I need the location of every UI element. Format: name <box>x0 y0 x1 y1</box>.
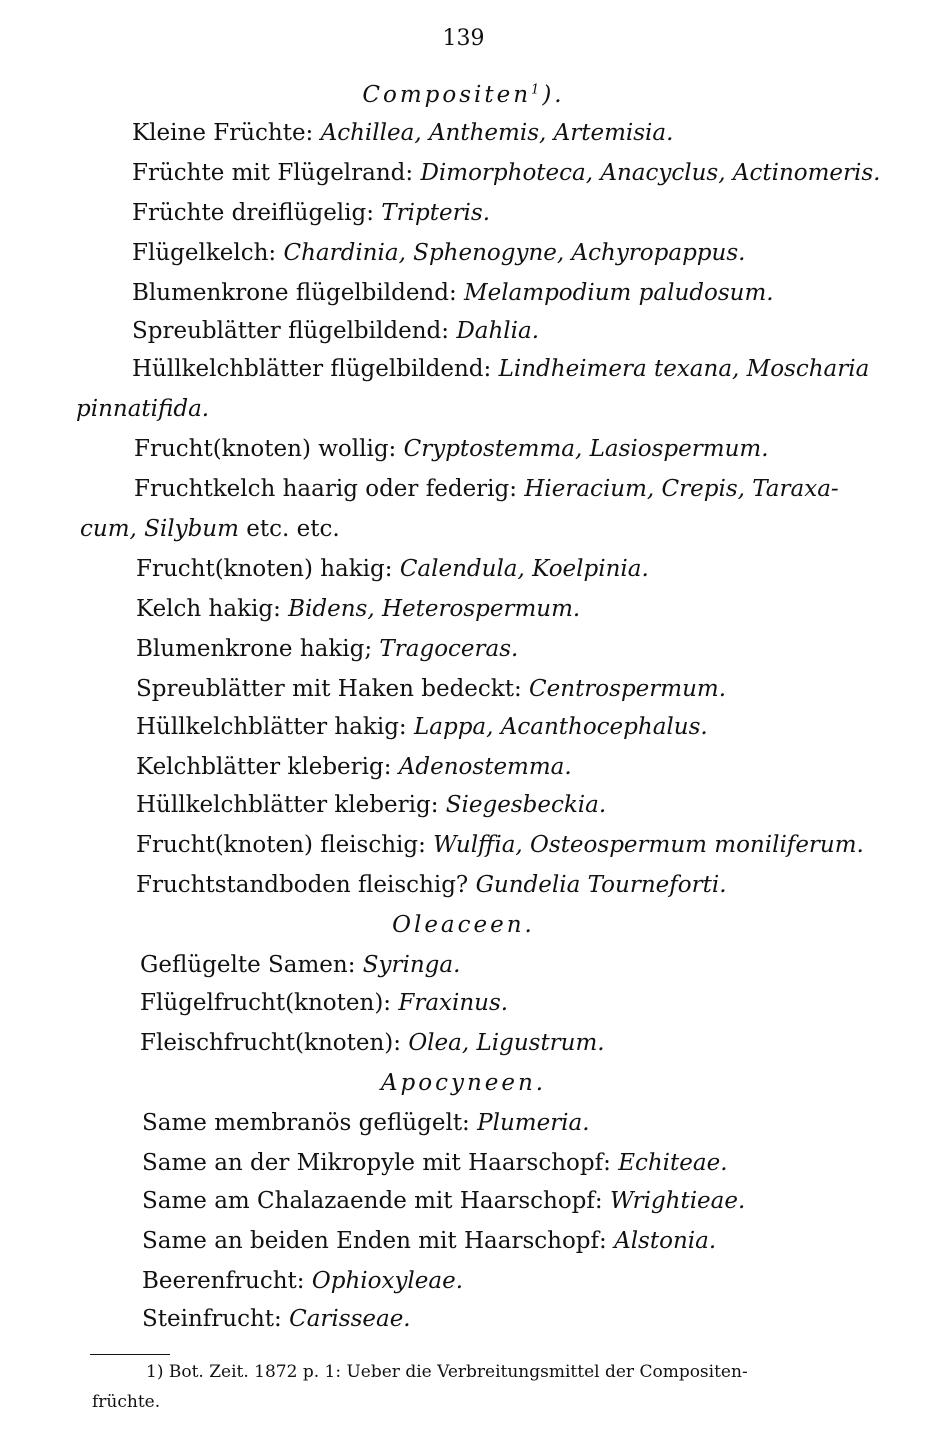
entry-line <box>132 120 673 146</box>
entry-genera: Adenostemma. <box>398 754 572 780</box>
entry-line <box>136 596 580 622</box>
page-number: 139 <box>442 26 485 51</box>
entry-line <box>132 240 745 266</box>
entry-line <box>136 714 708 740</box>
entry-label: Blumenkrone hakig; <box>136 636 373 662</box>
entry-genera: Wulffia, Osteospermum moniliferum. <box>433 832 864 858</box>
entry-line <box>134 436 769 462</box>
entry-genera: Olea, Ligustrum. <box>408 1030 605 1056</box>
entry-label: Hüllkelchblätter flügelbildend: <box>132 356 492 382</box>
section-heading-apocyneen: Apocyneen. <box>380 1070 547 1096</box>
entry-label: Flügelkelch: <box>132 240 277 266</box>
entry-label: Beerenfrucht: <box>142 1268 305 1294</box>
entry-label: Same an beiden Enden mit Haarschopf: <box>142 1228 607 1254</box>
entry-genera: Calendula, Koelpinia. <box>399 556 649 582</box>
entry-label: Kleine Früchte: <box>132 120 314 146</box>
section-title-suffix: ). <box>542 82 565 108</box>
entry-continuation-genera: cum, Silybum <box>80 516 239 542</box>
entry-label: Hüllkelchblätter hakig: <box>136 714 407 740</box>
entry-line <box>142 1306 411 1332</box>
entry-line <box>140 1030 605 1056</box>
entry-genera: Fraxinus. <box>398 990 509 1016</box>
footnote-marker: 1 <box>531 82 543 98</box>
entry-genera: Lindheimera texana, Moscharia <box>498 356 870 382</box>
entry-genera: Chardinia, Sphenogyne, Achyropappus. <box>283 240 746 266</box>
entry-genera: Cryptostemma, Lasiospermum. <box>403 436 769 462</box>
section-heading-oleaceen: Oleaceen. <box>392 912 535 938</box>
section-heading-compositen <box>0 82 927 108</box>
entry-label: Steinfrucht: <box>142 1306 282 1332</box>
entry-genera: Plumeria. <box>477 1110 590 1136</box>
entry-line <box>132 160 881 186</box>
entry-genera: Ophioxyleae. <box>311 1268 464 1294</box>
entry-label: Früchte mit Flügelrand: <box>132 160 414 186</box>
entry-line <box>142 1268 463 1294</box>
entry-label: Spreublätter flügelbildend: <box>132 318 449 344</box>
entry-label: Hüllkelchblätter kleberig: <box>136 792 439 818</box>
entry-line <box>142 1188 745 1214</box>
entry-line <box>140 952 460 978</box>
entry-label: Same membranös geflügelt: <box>142 1110 470 1136</box>
entry-line <box>140 990 508 1016</box>
entry-continuation-suffix: etc. etc. <box>238 516 340 542</box>
entry-line <box>136 754 572 780</box>
entry-label: Früchte dreiflügelig: <box>132 200 374 226</box>
entry-line <box>132 280 774 306</box>
entry-genera: Tripteris. <box>381 200 491 226</box>
entry-genera: Achillea, Anthemis, Artemisia. <box>320 120 674 146</box>
entry-genera: Alstonia. <box>614 1228 717 1254</box>
entry-line <box>142 1110 590 1136</box>
entry-label: Kelch hakig: <box>136 596 281 622</box>
entry-line <box>136 556 649 582</box>
entry-line <box>136 636 518 662</box>
entry-genera: Echiteae. <box>618 1150 728 1176</box>
entry-label: Same an der Mikropyle mit Haarschopf: <box>142 1150 611 1176</box>
entry-continuation <box>80 516 340 542</box>
entry-label: Geflügelte Samen: <box>140 952 356 978</box>
section-title: Compositen <box>362 82 532 108</box>
entry-line <box>132 356 869 382</box>
entry-genera: Siegesbeckia. <box>445 792 607 818</box>
entry-line <box>134 476 839 502</box>
entry-line <box>142 1228 716 1254</box>
entry-genera: Wrightieae. <box>609 1188 746 1214</box>
entry-line <box>136 872 727 898</box>
entry-label: Fruchtkelch haarig oder federig: <box>134 476 518 502</box>
footnote-line-2: früchte. <box>92 1392 161 1412</box>
entry-label: Frucht(knoten) fleischig: <box>136 832 426 858</box>
entry-genera: Lappa, Acanthocephalus. <box>413 714 708 740</box>
entry-label: Frucht(knoten) hakig: <box>136 556 393 582</box>
entry-genera: Centrospermum. <box>529 676 727 702</box>
entry-label: Kelchblätter kleberig: <box>136 754 392 780</box>
entry-label: Fleischfrucht(knoten): <box>140 1030 401 1056</box>
entry-genera: Melampodium paludosum. <box>464 280 774 306</box>
entry-label: Flügelfrucht(knoten): <box>140 990 392 1016</box>
entry-genera: Gundelia Tourneforti. <box>475 872 727 898</box>
entry-line <box>132 200 490 226</box>
entry-label: Fruchtstandboden fleischig? <box>136 872 469 898</box>
entry-label: Same am Chalazaende mit Haarschopf: <box>142 1188 603 1214</box>
entry-genera: Tragoceras. <box>379 636 519 662</box>
entry-genera: Hieracium, Crepis, Taraxa- <box>524 476 839 502</box>
entry-genera: Bidens, Heterospermum. <box>288 596 581 622</box>
entry-genera: Syringa. <box>362 952 461 978</box>
entry-label: Frucht(knoten) wollig: <box>134 436 397 462</box>
entry-genera: Dimorphoteca, Anacyclus, Actinomeris. <box>420 160 881 186</box>
entry-genera: Dahlia. <box>456 318 540 344</box>
entry-line <box>132 318 539 344</box>
footnote-rule <box>90 1354 170 1355</box>
entry-label: Blumenkrone flügelbildend: <box>132 280 457 306</box>
entry-continuation: pinnatifida. <box>76 396 210 422</box>
entry-genera: Carisseae. <box>289 1306 411 1332</box>
entry-line <box>136 676 726 702</box>
entry-line <box>136 832 864 858</box>
footnote-line-1: 1) Bot. Zeit. 1872 p. 1: Ueber die Verbreitungsmittel der Compositen- <box>146 1362 748 1382</box>
entry-label: Spreublätter mit Haken bedeckt: <box>136 676 522 702</box>
entry-line <box>136 792 606 818</box>
entry-line <box>142 1150 728 1176</box>
